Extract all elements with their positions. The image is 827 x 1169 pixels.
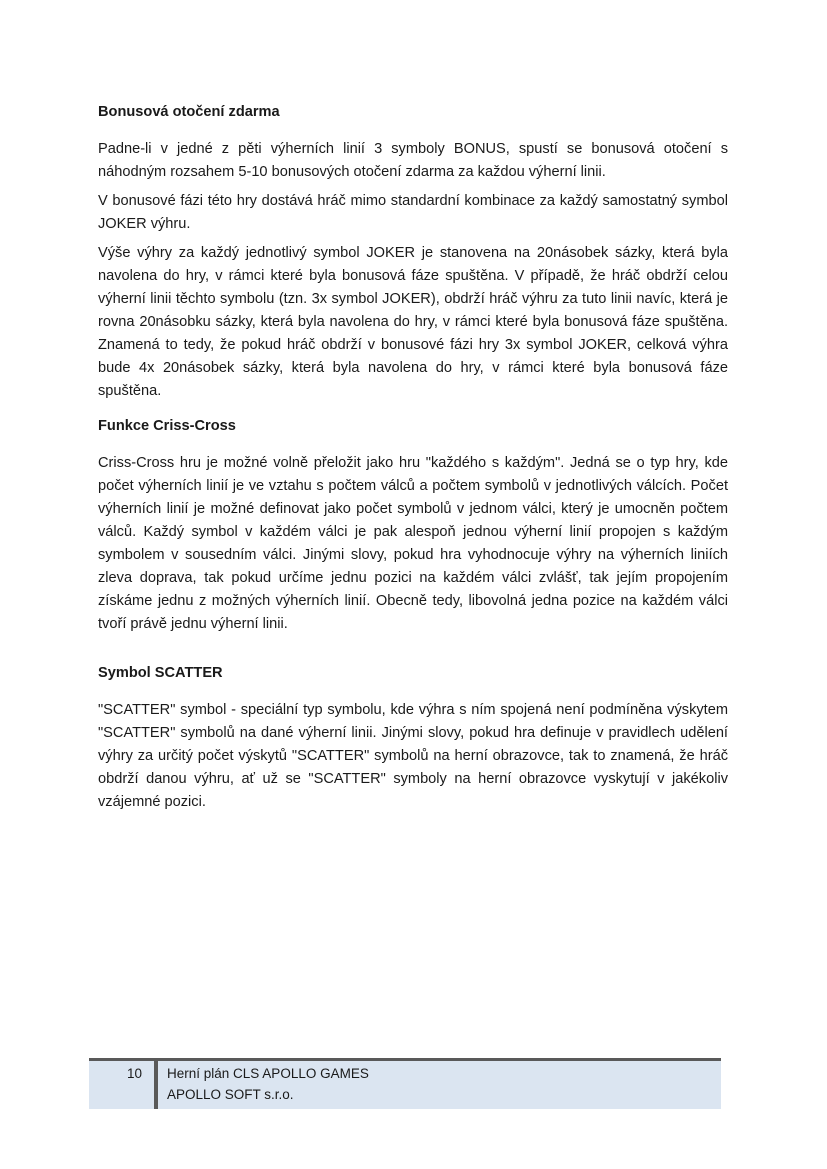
paragraph-bonus-trigger: Padne-li v jedné z pěti výherních linií 3 symboly BONUS, spustí se bonusová otočení s náhodným rozsahem 5-10 bonusových otočení zdarma za každou výherní linii. [98,141,728,180]
footer-page-number: 10 [126,1066,142,1081]
footer-doc-title: Herní plán CLS APOLLO GAMES [167,1066,369,1081]
heading-funkce-criss-cross: Funkce Criss-Cross [98,418,236,434]
paragraph-criss-cross-description: Criss-Cross hru je možné volně přeložit jako hru "každého s každým". Jedná se o typ hry, kde počet výherních linií je ve vztahu s počtem válců a počtem symbolů v jednotlivých válcích. Počet výherních linií je možné definovat jako počet symbolů v jednom válci, který je umocněn počtem válců. Každý symbol v každém válci je pak alespoň jednou výherní linií propojen s každým symbolem v sousedním válci. Jinými slovy, pokud hra vyhodnocuje výhry na výherních liniích zleva doprava, tak pokud určíme jednu pozici na každém válci zvlášť, tak jejím propojením získáme jednu z možných výherních linií. Obecně tedy, libovolná jedna pozice na každém válci tvoří právě jednu výherní linii. [98,455,728,632]
page-footer-bar [89,1061,721,1109]
paragraph-joker-win-amount: Výše výhry za každý jednotlivý symbol JOKER je stanovena na 20násobek sázky, která byla navolena do hry, v rámci které byla bonusová fáze spuštěna. V případě, že hráč obdrží celou výherní linii těchto symbolu (tzn. 3x symbol JOKER), obdrží hráč výhru za tuto linii navíc, která je rovna 20násobku sázky, která byla navolena do hry, v rámci které byla bonusová fáze spuštěna. Znamená to tedy, že pokud hráč obdrží v bonusové fázi hry 3x symbol JOKER, celková výhra bude 4x 20násobek sázky, která byla navolena do hry, v rámci které byla bonusová fáze spuštěna. [98,245,728,399]
page-footer [89,1058,721,1109]
section-symbol-scatter [98,662,728,814]
footer-text-block [158,1061,369,1109]
document-content [98,101,728,826]
footer-company: APOLLO SOFT s.r.o. [167,1087,294,1102]
paragraph-joker-bonus-phase: V bonusové fázi této hry dostává hráč mimo standardní kombinace za každý samostatný symbol JOKER výhru. [98,193,728,232]
paragraph-scatter-description: "SCATTER" symbol - speciální typ symbolu, kde výhra s ním spojená není podmíněna výskytem "SCATTER" symbolů na dané výherní linii. Jinými slovy, pokud hra definuje v pravidlech udělení výhry za určitý počet výskytů "SCATTER" symbolů na herní obrazovce, tak to znamená, že hráč obdrží danou výhru, ať už se "SCATTER" symboly na herní obrazovce vyskytují v jakékoliv vzájemné pozici. [98,702,728,810]
heading-symbol-scatter: Symbol SCATTER [98,665,223,681]
heading-bonusova-otoceni-zdarma: Bonusová otočení zdarma [98,104,280,120]
section-bonusova-otoceni [98,101,728,403]
section-funkce-criss-cross [98,415,728,636]
